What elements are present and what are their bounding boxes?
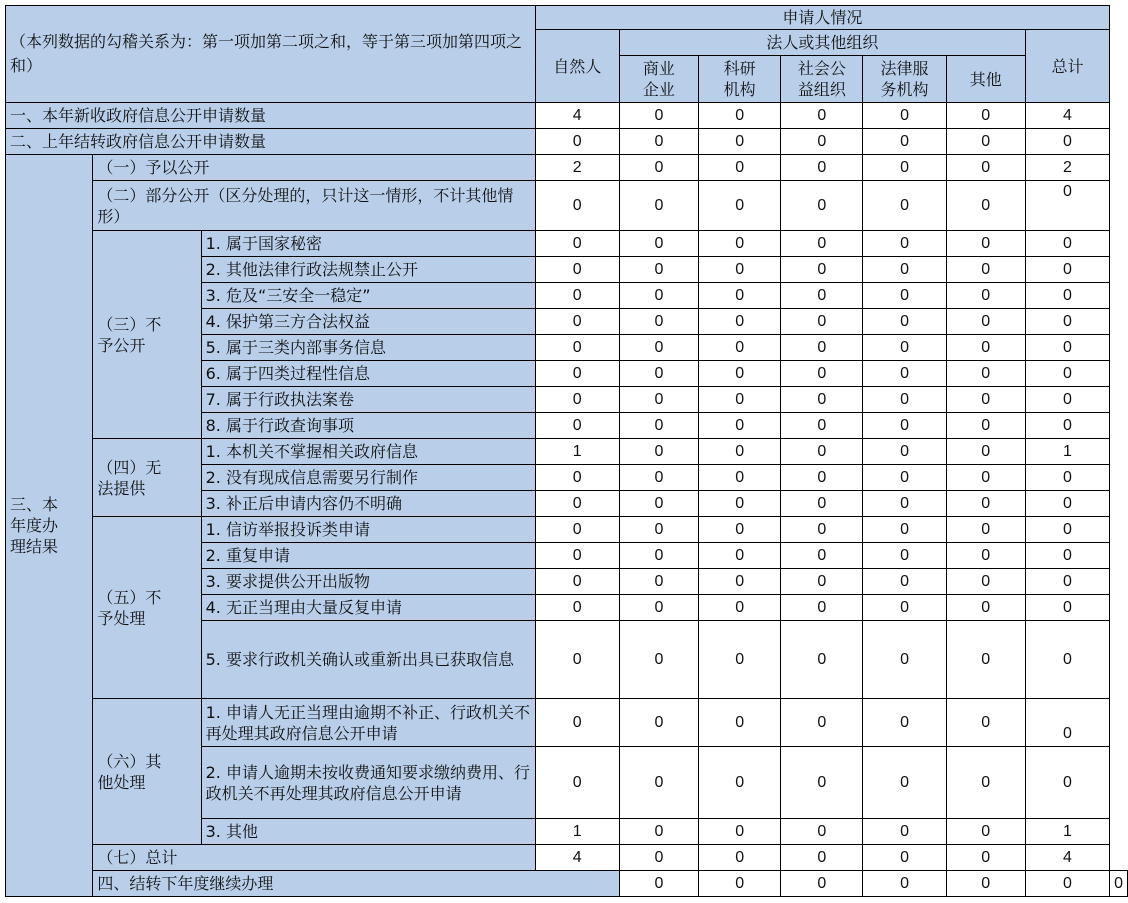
value-cell: 0: [699, 283, 781, 309]
value-cell: 0: [781, 361, 863, 387]
value-cell: 0: [781, 129, 863, 155]
value-cell: 0: [619, 491, 698, 517]
value-cell: 0: [1025, 335, 1109, 361]
value-cell: 0: [863, 309, 946, 335]
value-cell: 0: [619, 387, 698, 413]
value-cell: 0: [863, 517, 946, 543]
value-cell: 0: [699, 387, 781, 413]
value-cell: 0: [619, 413, 698, 439]
value-cell: 0: [781, 335, 863, 361]
value-cell: 0: [1025, 257, 1109, 283]
value-cell: 0: [863, 819, 946, 845]
subgroup-other-process: （六）其 他处理: [93, 699, 201, 845]
value-cell: 0: [619, 747, 698, 819]
row-label: （二）部分公开（区分处理的，只计这一情形，不计其他情形）: [93, 181, 535, 231]
value-cell: 0: [946, 361, 1025, 387]
value-cell: 0: [863, 621, 946, 699]
value-cell: 0: [946, 231, 1025, 257]
value-cell: 0: [863, 283, 946, 309]
value-cell: 0: [699, 231, 781, 257]
row-label: （一）予以公开: [93, 155, 535, 181]
value-cell: 0: [946, 543, 1025, 569]
value-cell: 0: [863, 103, 946, 129]
value-cell: 0: [699, 103, 781, 129]
row-label: 一、本年新收政府信息公开申请数量: [6, 103, 536, 129]
value-cell: 0: [619, 517, 698, 543]
value-cell: 0: [699, 699, 781, 747]
value-cell: 0: [863, 129, 946, 155]
value-cell: 0: [1025, 871, 1109, 897]
value-cell: 1: [535, 439, 619, 465]
value-cell: 0: [781, 257, 863, 283]
value-cell: 0: [781, 387, 863, 413]
value-cell: 0: [781, 819, 863, 845]
value-cell: 0: [863, 155, 946, 181]
value-cell: 0: [619, 699, 698, 747]
value-cell: 0: [699, 517, 781, 543]
value-cell: 0: [863, 747, 946, 819]
value-cell: 0: [946, 621, 1025, 699]
legal-col-header: 科研 机构: [699, 56, 781, 103]
value-cell: 1: [1025, 439, 1109, 465]
value-cell: 0: [535, 413, 619, 439]
table-row: [6, 439, 1128, 465]
value-cell: 2: [535, 155, 619, 181]
value-cell: 0: [946, 283, 1025, 309]
value-cell: 0: [535, 231, 619, 257]
value-cell: 0: [863, 361, 946, 387]
value-cell: 0: [535, 387, 619, 413]
subgroup-no-process: （五）不 予处理: [93, 517, 201, 699]
value-cell: 0: [781, 543, 863, 569]
row-label: 1. 信访举报投诉类申请: [201, 517, 535, 543]
value-cell: 0: [781, 747, 863, 819]
value-cell: 0: [946, 517, 1025, 543]
value-cell: 0: [1025, 231, 1109, 257]
row-label: 3. 危及“三安全一稳定”: [201, 283, 535, 309]
value-cell: 0: [699, 543, 781, 569]
value-cell: 0: [619, 155, 698, 181]
value-cell: 0: [946, 103, 1025, 129]
table-row: [6, 845, 1128, 871]
value-cell: 0: [699, 465, 781, 491]
value-cell: 0: [863, 231, 946, 257]
value-cell: 0: [946, 871, 1025, 897]
value-cell: 4: [535, 845, 619, 871]
value-cell: 0: [781, 413, 863, 439]
value-cell: 4: [535, 103, 619, 129]
value-cell: 0: [863, 413, 946, 439]
value-cell: 0: [535, 361, 619, 387]
table-row: [6, 231, 1128, 257]
value-cell: 0: [946, 335, 1025, 361]
natural-person-header: 自然人: [535, 30, 619, 103]
note-cell: （本列数据的勾稽关系为：第一项加第二项之和，等于第三项加第四项之和）: [6, 6, 536, 103]
value-cell: 0: [535, 621, 619, 699]
applicant-header: 申请人情况: [535, 6, 1109, 30]
legal-group-header: 法人或其他组织: [619, 30, 1025, 56]
row-label: 2. 其他法律行政法规禁止公开: [201, 257, 535, 283]
table-row: [6, 129, 1128, 155]
value-cell: 0: [1025, 361, 1109, 387]
value-cell: 0: [946, 845, 1025, 871]
table-row: [6, 871, 1128, 897]
value-cell: 0: [619, 361, 698, 387]
value-cell: 0: [535, 543, 619, 569]
value-cell: 0: [699, 595, 781, 621]
value-cell: 0: [619, 439, 698, 465]
value-cell: 1: [1025, 819, 1109, 845]
value-cell: 0: [535, 569, 619, 595]
table-row: [6, 699, 1128, 747]
row-label: 四、结转下年度继续办理: [93, 871, 619, 897]
value-cell: 0: [946, 439, 1025, 465]
value-cell: 0: [699, 491, 781, 517]
value-cell: 0: [781, 231, 863, 257]
value-cell: 0: [781, 465, 863, 491]
value-cell: 0: [946, 387, 1025, 413]
value-cell: 0: [699, 569, 781, 595]
value-cell: 0: [781, 439, 863, 465]
value-cell: 0: [781, 155, 863, 181]
value-cell: 0: [699, 361, 781, 387]
value-cell: 0: [619, 335, 698, 361]
row-label: 1. 属于国家秘密: [201, 231, 535, 257]
value-cell: 0: [535, 257, 619, 283]
value-cell: 0: [619, 181, 698, 231]
value-cell: 0: [946, 309, 1025, 335]
value-cell: 0: [619, 621, 698, 699]
value-cell: 0: [781, 103, 863, 129]
row-label: （七）总计: [93, 845, 535, 871]
value-cell: 0: [863, 871, 946, 897]
value-cell: 0: [619, 103, 698, 129]
value-cell: 0: [1025, 621, 1109, 699]
value-cell: 0: [619, 543, 698, 569]
row-label: 3. 要求提供公开出版物: [201, 569, 535, 595]
value-cell: 0: [1025, 491, 1109, 517]
value-cell: 0: [699, 845, 781, 871]
value-cell: 0: [1025, 465, 1109, 491]
legal-col-header: 社会公 益组织: [781, 56, 863, 103]
value-cell: 0: [1025, 569, 1109, 595]
value-cell: 0: [946, 181, 1025, 231]
value-cell: 0: [619, 595, 698, 621]
value-cell: 0: [699, 871, 781, 897]
value-cell: 0: [863, 335, 946, 361]
value-cell: 0: [781, 309, 863, 335]
value-cell: 0: [1025, 595, 1109, 621]
value-cell: 0: [1025, 543, 1109, 569]
value-cell: 0: [619, 819, 698, 845]
value-cell: 0: [1025, 309, 1109, 335]
table-row: [6, 181, 1128, 231]
value-cell: 0: [535, 335, 619, 361]
value-cell: 0: [863, 465, 946, 491]
value-cell: 0: [619, 871, 698, 897]
value-cell: 0: [863, 181, 946, 231]
value-cell: 0: [619, 569, 698, 595]
value-cell: 0: [535, 747, 619, 819]
value-cell: 0: [946, 491, 1025, 517]
value-cell: 0: [781, 621, 863, 699]
row-label: 1. 申请人无正当理由逾期不补正、行政机关不再处理其政府信息公开申请: [201, 699, 535, 747]
value-cell: 0: [699, 257, 781, 283]
value-cell: 0: [863, 491, 946, 517]
value-cell: 0: [946, 699, 1025, 747]
row-label: 8. 属于行政查询事项: [201, 413, 535, 439]
value-cell: 0: [699, 129, 781, 155]
value-cell: 0: [699, 621, 781, 699]
value-cell: 2: [1025, 155, 1109, 181]
value-cell: 0: [946, 595, 1025, 621]
value-cell: 0: [699, 155, 781, 181]
row-label: 1. 本机关不掌握相关政府信息: [201, 439, 535, 465]
row-label: 2. 没有现成信息需要另行制作: [201, 465, 535, 491]
value-cell: 0: [535, 595, 619, 621]
value-cell: 0: [863, 387, 946, 413]
legal-col-header: 其他: [946, 56, 1025, 103]
value-cell: 0: [619, 231, 698, 257]
value-cell: 0: [946, 155, 1025, 181]
value-cell: 0: [619, 309, 698, 335]
value-cell: 0: [535, 517, 619, 543]
value-cell: 1: [535, 819, 619, 845]
group-label-results: 三、本 年度办 理结果: [6, 155, 93, 897]
value-cell: 0: [863, 569, 946, 595]
value-cell: 0: [781, 569, 863, 595]
row-label: 2. 申请人逾期未按收费通知要求缴纳费用、行政机关不再处理其政府信息公开申请: [201, 747, 535, 819]
value-cell: 0: [781, 871, 863, 897]
value-cell: 0: [699, 439, 781, 465]
value-cell: 0: [1025, 413, 1109, 439]
statistics-table: [5, 5, 1128, 897]
value-cell: 0: [863, 845, 946, 871]
value-cell: 0: [699, 747, 781, 819]
row-label: 5. 要求行政机关确认或重新出具已获取信息: [201, 621, 535, 699]
value-cell: 0: [946, 129, 1025, 155]
row-label: 二、上年结转政府信息公开申请数量: [6, 129, 536, 155]
value-cell: 0: [1025, 181, 1109, 231]
subgroup-cannot-provide: （四）无 法提供: [93, 439, 201, 517]
value-cell: 0: [781, 517, 863, 543]
value-cell: 0: [781, 491, 863, 517]
value-cell: 0: [781, 181, 863, 231]
value-cell: 0: [781, 595, 863, 621]
value-cell: 0: [1025, 699, 1109, 747]
value-cell: 0: [863, 257, 946, 283]
value-cell: 0: [699, 181, 781, 231]
value-cell: 0: [781, 699, 863, 747]
row-label: 7. 属于行政执法案卷: [201, 387, 535, 413]
row-label: 3. 其他: [201, 819, 535, 845]
value-cell: 0: [863, 543, 946, 569]
value-cell: 0: [946, 257, 1025, 283]
value-cell: 0: [781, 845, 863, 871]
value-cell: 0: [946, 465, 1025, 491]
value-cell: 0: [535, 491, 619, 517]
value-cell: 4: [1025, 103, 1109, 129]
value-cell: 0: [535, 283, 619, 309]
subgroup-not-open: （三）不 予公开: [93, 231, 201, 439]
value-cell: 0: [535, 181, 619, 231]
table-row: [6, 103, 1128, 129]
value-cell: 0: [946, 747, 1025, 819]
value-cell: 0: [699, 335, 781, 361]
row-label: 6. 属于四类过程性信息: [201, 361, 535, 387]
value-cell: 0: [699, 309, 781, 335]
value-cell: 0: [1025, 129, 1109, 155]
row-label: 5. 属于三类内部事务信息: [201, 335, 535, 361]
value-cell: 4: [1025, 845, 1109, 871]
value-cell: 0: [863, 439, 946, 465]
value-cell: 0: [946, 569, 1025, 595]
total-header: 总计: [1025, 30, 1109, 103]
value-cell: 0: [535, 699, 619, 747]
value-cell: 0: [863, 699, 946, 747]
value-cell: 0: [699, 819, 781, 845]
value-cell: 0: [699, 413, 781, 439]
value-cell: 0: [946, 819, 1025, 845]
legal-col-header: 法律服 务机构: [863, 56, 946, 103]
value-cell: 0: [535, 465, 619, 491]
value-cell: 0: [619, 257, 698, 283]
value-cell: 0: [946, 413, 1025, 439]
value-cell: 0: [1025, 387, 1109, 413]
row-label: 3. 补正后申请内容仍不明确: [201, 491, 535, 517]
value-cell: 0: [1025, 283, 1109, 309]
value-cell: 0: [1025, 517, 1109, 543]
value-cell: 0: [535, 129, 619, 155]
value-cell: 0: [619, 845, 698, 871]
row-label: 2. 重复申请: [201, 543, 535, 569]
value-cell: 0: [1110, 871, 1128, 897]
value-cell: 0: [619, 283, 698, 309]
row-label: 4. 保护第三方合法权益: [201, 309, 535, 335]
value-cell: 0: [781, 283, 863, 309]
value-cell: 0: [535, 309, 619, 335]
value-cell: 0: [619, 465, 698, 491]
row-label: 4. 无正当理由大量反复申请: [201, 595, 535, 621]
value-cell: 0: [619, 129, 698, 155]
table-row: [6, 517, 1128, 543]
value-cell: 0: [863, 595, 946, 621]
legal-col-header: 商业 企业: [619, 56, 698, 103]
table-row: [6, 155, 1128, 181]
value-cell: 0: [1025, 747, 1109, 819]
